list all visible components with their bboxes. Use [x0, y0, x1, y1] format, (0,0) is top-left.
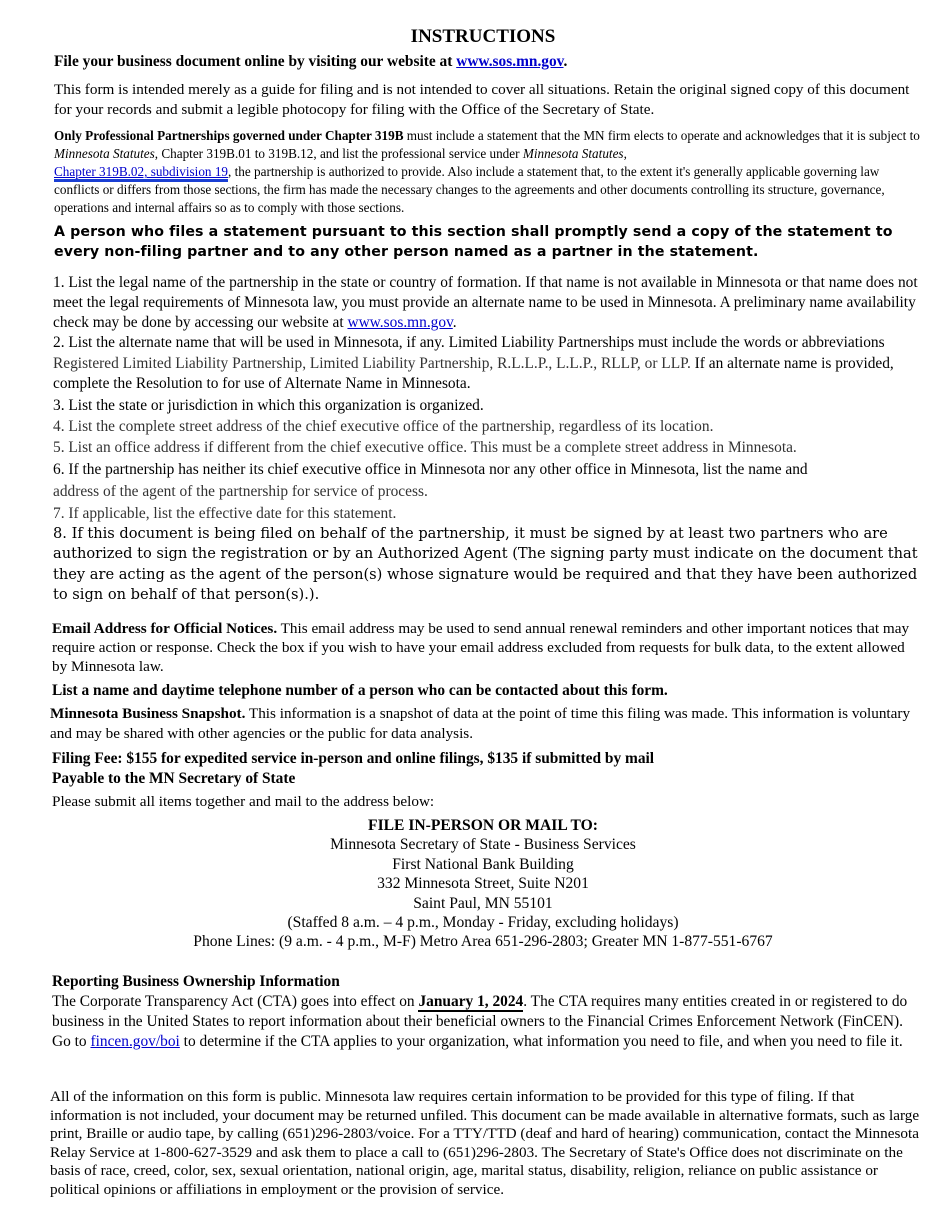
instruction-2-text-b: Registered Limited Liability Partnership, Limited Liability Partnership, R.L.L.P., L.L.P., RLLP, or LLP. [53, 354, 691, 372]
address-line-1: Minnesota Secretary of State - Business Services [330, 836, 636, 854]
professional-partnerships-paragraph [54, 127, 924, 217]
fincen-link[interactable]: fincen.gov/boi [90, 1033, 180, 1050]
contact-line: List a name and daytime telephone number of a person who can be contacted about this form. [52, 682, 668, 699]
filing-fee-line-2: Payable to the MN Secretary of State [52, 770, 296, 787]
snapshot-heading: Minnesota Business Snapshot. [50, 705, 246, 722]
sos-website-link[interactable]: www.sos.mn.gov [456, 53, 564, 70]
instruction-8: 8. If this document is being filed on behalf of the partnership, it must be signed by at least two partners who are authorized to sign the registration or by an Authorized Agent (The signing party must indicate on the document that they are acting as the agent of the person(s) whose signature would be required and that they have been authorized to sign on behalf of that person(s).). [53, 524, 918, 603]
address-line-4: Saint Paul, MN 55101 [413, 894, 553, 912]
instruction-2 [53, 333, 923, 395]
cta-section [52, 972, 922, 1052]
filing-fee [52, 749, 922, 789]
instruction-6a: 6. If the partnership has neither its chief executive office in Minnesota nor any other office in Minnesota, list the name and [53, 460, 808, 478]
file-online-suffix: . [563, 53, 568, 70]
chapter-319b-link[interactable]: Chapter 319B.02, subdivision 19 [54, 164, 228, 182]
statutes-ref-2: Minnesota Statutes [522, 146, 624, 161]
instruction-2-text-a: 2. List the alternate name that will be used in Minnesota, if any. Limited Liability Partnerships must include the words or abbreviations [53, 334, 885, 351]
mailing-address [0, 816, 950, 952]
instruction-4: 4. List the complete street address of the chief executive office of the partnership, regardless of its location. [53, 417, 714, 435]
file-online-text: File your business document online by visiting our website at [54, 53, 457, 70]
page-title: INSTRUCTIONS [410, 26, 556, 47]
instruction-1-end: . [452, 314, 457, 331]
professional-text-2: , Chapter 319B.01 to 319B.12, and list the professional service under [154, 146, 523, 161]
instruction-3: 3. List the state or jurisdiction in which this organization is organized. [53, 396, 484, 414]
email-heading: Email Address for Official Notices. [52, 620, 278, 637]
snapshot-paragraph [50, 704, 920, 744]
public-information-paragraph: All of the information on this form is public. Minnesota law requires certain information to be provided for this type of filing. If that information is not included, your document may be returned unfiled. This document can be made available in alternative formats, such as large print, Braille or audio tape, by calling (651)296-2803/voice. For a TTY/TTD (deaf and hard of hearing) communication, contact the Minnesota Relay Service at 1-800-627-3529 and ask them to place a call to (651)296-2803. The Secretary of State's Office does not discriminate on the basis of race, creed, color, sex, sexual orientation, national origin, age, marital status, disability, religion, reliance on public assistance or political opinions or affiliations in employment or the provision of service. [50, 1088, 920, 1198]
instruction-1-text: 1. List the legal name of the partnership in the state or country of formation. If that name is not available in Minnesota or that name does not meet the legal requirements of Minnesota law, you must provide an alternate name to be used in Minnesota. A preliminary name availability check may be done by accessing our website at [53, 274, 918, 331]
cta-heading: Reporting Business Ownership Information [52, 973, 340, 990]
professional-text-4: , the partnership is authorized to provide. Also include a statement that, to the extent it's generally applicable governing law conflicts or differs from those sections, the firm has made the necessary changes to the agreements and other documents controlling its structure, governance, operations and internal affairs so as to comply with those sections. [54, 164, 885, 215]
address-hours: (Staffed 8 a.m. – 4 p.m., Monday - Friday, excluding holidays) [287, 914, 679, 932]
instruction-7: 7. If applicable, list the effective date for this statement. [53, 504, 397, 522]
address-heading: FILE IN-PERSON OR MAIL TO: [368, 817, 598, 834]
professional-text-3: , [623, 146, 627, 161]
instruction-5: 5. List an office address if different from the chief executive office. This must be a complete street address in Minnesota. [53, 438, 797, 456]
instruction-1 [53, 273, 923, 333]
intro-paragraph: This form is intended merely as a guide for filing and is not intended to cover all situations. Retain the original signed copy of this document for your records and submit a legible photocopy for filing with the Office of the Secretary of State. [54, 81, 910, 118]
address-phone-lines: Phone Lines: (9 a.m. - 4 p.m., M-F) Metro Area 651-296-2803; Greater MN 1-877-551-6767 [193, 933, 773, 951]
statement-notice: A person who files a statement pursuant to this section shall promptly send a copy of the statement to every non-filing partner and to any other person named as a partner in the statement. [54, 224, 893, 260]
numbered-instructions [53, 273, 923, 606]
professional-lead: Only Professional Partnerships governed under Chapter 319B [54, 128, 404, 143]
file-online-line [54, 53, 934, 71]
submit-line: Please submit all items together and mail to the address below: [52, 793, 435, 810]
cta-paragraph [52, 992, 922, 1052]
snapshot-text: This information is a snapshot of data at the point of time this filing was made. This information is voluntary and may be shared with other agencies or the public for data analysis. [50, 705, 911, 742]
email-text: This email address may be used to send annual renewal reminders and other important notices that may require action or response. Check the box if you wish to have your email address excluded from requests for bulk data, to the extent allowed by Minnesota law. [52, 620, 910, 675]
cta-text-3: to determine if the CTA applies to your organization, what information you need to file, and when you need to file it. [179, 1033, 903, 1050]
filing-fee-line-1: Filing Fee: $155 for expedited service in-person and online filings, $135 if submitted by mail [52, 750, 655, 767]
cta-effective-date: January 1, 2024 [418, 993, 524, 1010]
cta-text-2: . The CTA requires many entities created in or registered to do business in the United States to report information about their beneficial owners to the Financial Crimes Enforcement Network (FinCEN). Go to [52, 993, 908, 1050]
statutes-ref-1: Minnesota Statutes [54, 146, 155, 161]
professional-text-1: must include a statement that the MN firm elects to operate and acknowledges that it is subject to [403, 128, 920, 143]
instruction-1-link[interactable]: www.sos.mn.gov [347, 314, 453, 331]
instruction-2-text-c: If an alternate name is provided, complete the Resolution to for use of Alternate Name in Minnesota. [53, 354, 894, 392]
address-line-2: First National Bank Building [392, 855, 574, 873]
address-line-3: 332 Minnesota Street, Suite N201 [377, 875, 589, 893]
cta-text-1: The Corporate Transparency Act (CTA) goes into effect on [52, 993, 419, 1010]
email-paragraph [52, 619, 922, 676]
instruction-6b: address of the agent of the partnership for service of process. [53, 482, 428, 500]
